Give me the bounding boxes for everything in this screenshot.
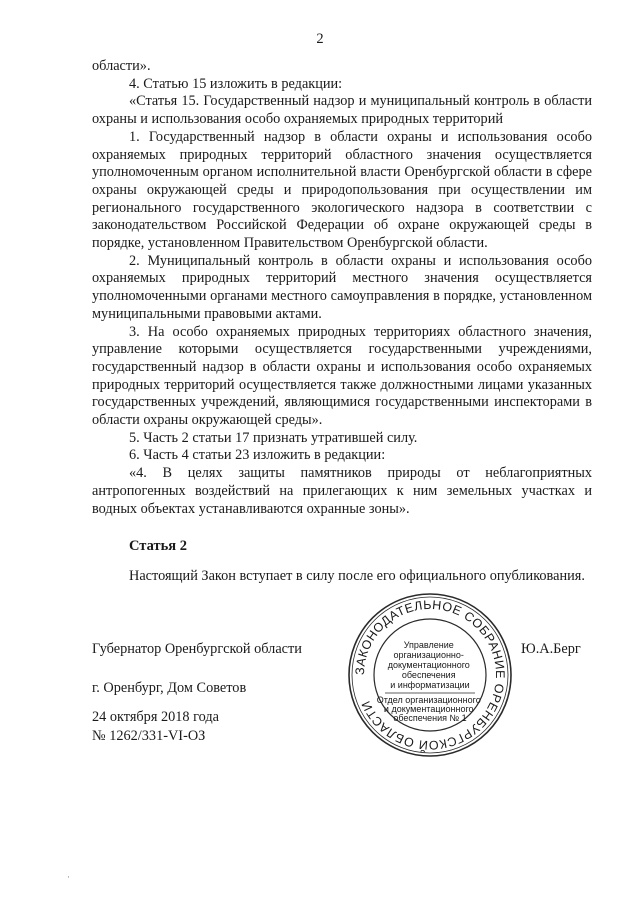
- paragraph: 3. На особо охраняемых природных территориях областного значения, управление которыми осуществляется государственными учреждениями, государственный надзор в области охраны и использования особо охраняемых природных территорий осуществляется также должностными лицами указанных государственных учреждений, являющимися государственными инспекторами в области охраны окружающей среды».: [92, 323, 592, 429]
- paragraph: 6. Часть 4 статьи 23 изложить в редакции:: [129, 447, 386, 464]
- paragraph: «4. В целях защиты памятников природы от неблагоприятных антропогенных воздействий на прилегающих к ним земельных участках и водных объектах устанавливаются охранные зоны».: [92, 465, 592, 517]
- article2-heading: Статья 2: [129, 538, 187, 554]
- official-stamp: [345, 590, 515, 760]
- paragraph: 2. Муниципальный контроль в области охраны и использования особо охраняемых природных территорий местного значения осуществляется уполномоченными органами местного самоуправления в порядке, установленном муниципальными правовыми актами.: [92, 252, 592, 322]
- signing-date: 24 октября 2018 года: [92, 709, 220, 725]
- paragraph: «Статья 15. Государственный надзор и муниципальный контроль в области охраны и использования особо охраняемых природных территорий: [92, 93, 592, 128]
- paragraph: области».: [92, 58, 151, 74]
- paragraph: 5. Часть 2 статьи 17 признать утратившей силу.: [129, 429, 418, 446]
- article1-amendments: [92, 58, 592, 518]
- signatory-title: Губернатор Оренбургской области: [92, 641, 302, 657]
- paragraph: 1. Государственный надзор в области охраны и использования особо охраняемых природных территорий областного значения осуществляется уполномоченным органом исполнительной власти Оренбургской области в сфере охраны окружающей среды и природопользования при осуществлении им регионального государственного экологического надзора в соответствии с законодательством Российской Федерации об охране окружающей среды в порядке, установленном Правительством Оренбургской области.: [92, 128, 592, 252]
- stamp-department: Управление организационно- документационного обеспечения и информатизации: [387, 640, 470, 690]
- article2-text: Настоящий Закон вступает в силу после его официального опубликования.: [129, 568, 585, 584]
- signatory-name: Ю.А.Берг: [521, 641, 581, 657]
- scan-speck: ·: [67, 872, 70, 882]
- stamp-ring-text: ЗАКОНОДАТЕЛЬНОЕ СОБРАНИЕ ОРЕНБУРГСКОЙ ОБЛАСТИ: [352, 597, 508, 753]
- page-number: 2: [316, 31, 324, 47]
- law-number: № 1262/331-VI-ОЗ: [92, 728, 206, 744]
- paragraph: 4. Статью 15 изложить в редакции:: [129, 75, 343, 92]
- signing-place: г. Оренбург, Дом Советов: [92, 680, 247, 696]
- stamp-section: Отдел организационного и документационного обеспечения № 1: [376, 695, 481, 723]
